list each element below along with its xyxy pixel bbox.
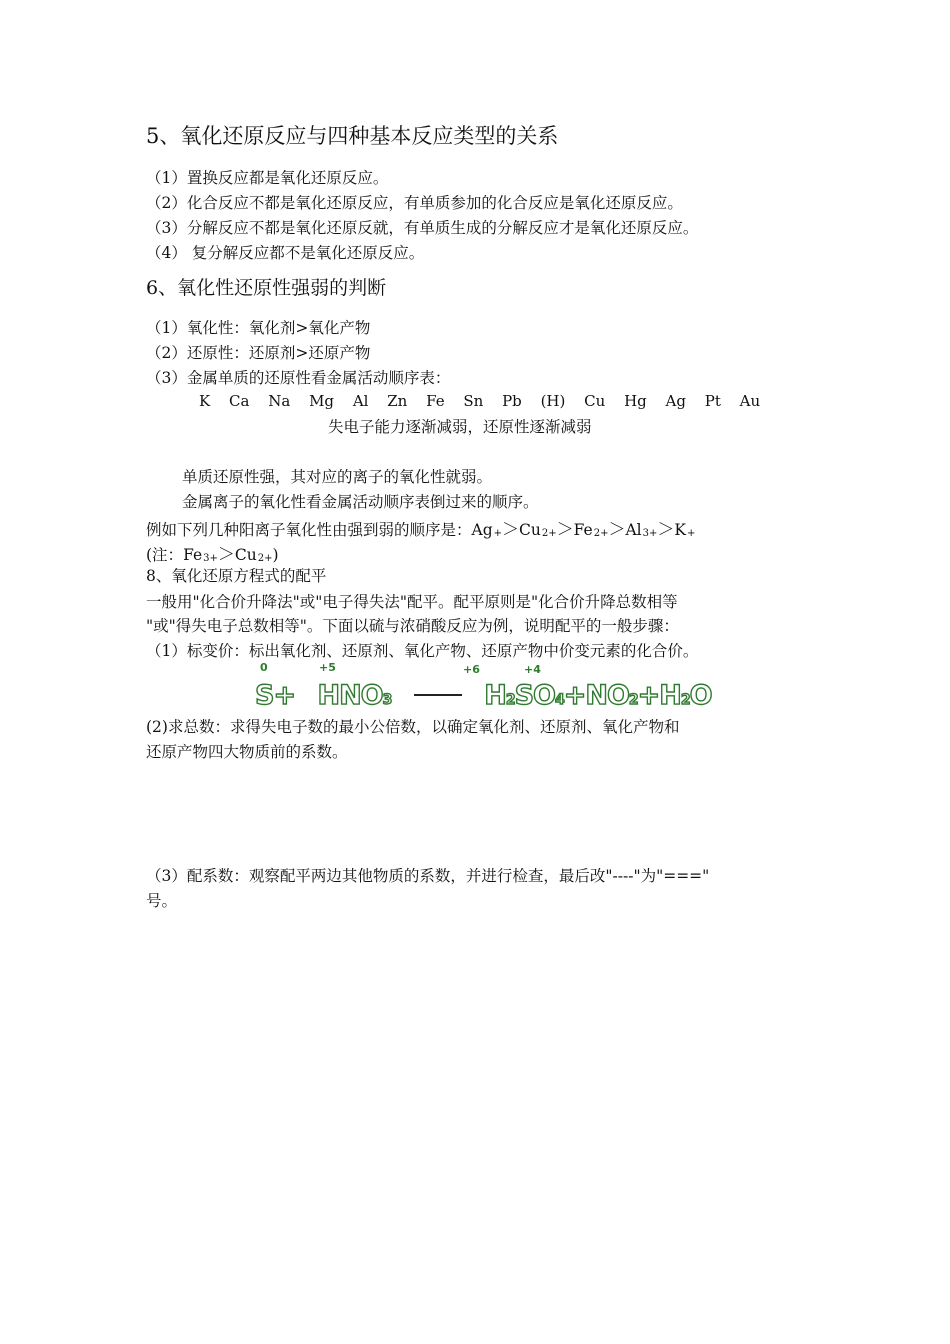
- ion-fe: $Fe^{2+}$: [573, 521, 609, 539]
- greater-than: ＞: [217, 545, 235, 565]
- metal-symbol: Na: [268, 392, 291, 410]
- section5-item-2: （2）化合反应不都是氧化还原反应，有单质参加的化合反应是氧化还原反应。: [146, 194, 683, 212]
- section8-title: 8、氧化还原方程式的配平: [146, 567, 327, 585]
- metal-symbol: Pt: [704, 392, 721, 410]
- greater-than: ＞: [608, 520, 626, 540]
- metal-symbol: Hg: [624, 392, 647, 410]
- metal-symbol: Ca: [229, 392, 250, 410]
- section6-item-1: （1）氧化性：氧化剂>氧化产物: [146, 319, 371, 337]
- section5-item-1: （1）置换反应都是氧化还原反应。: [146, 169, 389, 187]
- valence-n-product: +4: [524, 663, 541, 676]
- metal-symbol: Al: [352, 392, 369, 410]
- ion-order-note: (注：$Fe^{3+}>Cu^{2+}$): [146, 545, 279, 565]
- section8-intro-line2: "或"得失电子总数相等"。下面以硫与浓硝酸反应为例，说明配平的一般步骤：: [146, 617, 679, 635]
- section6-title: 6、氧化性还原性强弱的判断: [146, 277, 387, 299]
- greater-than: ＞: [657, 520, 675, 540]
- metal-symbol: Zn: [387, 392, 408, 410]
- ion-order-example: [146, 515, 695, 540]
- example-prefix: 例如下列几种阳离子氧化性由强到弱的顺序是：: [146, 521, 472, 539]
- ion-k: K+: [674, 521, 696, 539]
- chemical-equation: [255, 660, 712, 716]
- metal-symbol: Sn: [463, 392, 484, 410]
- section8-step2-line1: (2)求总数：求得失电子数的最小公倍数，以确定氧化剂、还原剂、氧化产物和: [146, 718, 680, 736]
- ion-cu: $Cu^{2+}$: [519, 521, 557, 539]
- metal-symbol: Fe: [426, 392, 445, 410]
- section6-item-3: （3）金属单质的还原性看金属活动顺序表：: [146, 369, 451, 387]
- metal-symbol: K: [199, 392, 211, 410]
- ion-cu2: $Cu^{2+}$: [234, 546, 273, 564]
- ion-fe3: $Fe^{3+}$: [183, 546, 218, 564]
- product-water: +H2O: [637, 680, 712, 711]
- section8-step3-line1: （3）配系数：观察配平两边其他物质的系数，并进行检查，最后改"----"为"===": [146, 867, 710, 885]
- product-sulfuric-acid: H2SO4: [484, 680, 564, 711]
- metal-symbol: Ag: [665, 392, 686, 410]
- metal-symbol: Cu: [584, 392, 606, 410]
- metal-symbol: Mg: [309, 392, 335, 410]
- section5-item-4: （4） 复分解反应都不是氧化还原反应。: [146, 244, 425, 262]
- section5-title: 5、氧化还原反应与四种基本反应类型的关系: [146, 124, 559, 148]
- greater-than: ＞: [502, 520, 520, 540]
- section8-step1: （1）标变价：标出氧化剂、还原剂、氧化产物、还原产物中价变元素的化合价。: [146, 642, 699, 660]
- paragraph-reducibility: 单质还原性强，其对应的离子的氧化性就弱。: [182, 468, 493, 486]
- valence-n: +5: [319, 661, 336, 674]
- metal-activity-series: [199, 392, 774, 410]
- metal-symbol: (H): [540, 392, 566, 410]
- reactant-sulfur: S+: [255, 680, 296, 711]
- valence-s: 0: [260, 661, 268, 674]
- ion-ag: Ag+: [471, 521, 503, 539]
- section6-item-2: （2）还原性：还原剂>还原产物: [146, 344, 371, 362]
- ion-al: $Al^{3+}$: [625, 521, 658, 539]
- reactant-nitric-acid: HNO3: [317, 680, 392, 711]
- section8-step3-line2: 号。: [146, 892, 178, 910]
- section5-item-3: （3）分解反应不都是氧化还原反就，有单质生成的分解反应才是氧化还原反应。: [146, 219, 699, 237]
- product-nitrogen-dioxide: +NO2: [563, 680, 638, 711]
- metal-series-note: 失电子能力逐渐减弱，还原性逐渐减弱: [328, 418, 592, 436]
- metal-symbol: Pb: [502, 392, 522, 410]
- greater-than: ＞: [556, 520, 574, 540]
- valence-s-product: +6: [463, 663, 480, 676]
- reaction-dash: [414, 694, 462, 696]
- paragraph-ion-oxidizability: 金属离子的氧化性看金属活动顺序表倒过来的顺序。: [182, 493, 539, 511]
- section8-step2-line2: 还原产物四大物质前的系数。: [146, 743, 348, 761]
- metal-symbol: Au: [739, 392, 761, 410]
- section8-intro-line1: 一般用"化合价升降法"或"电子得失法"配平。配平原则是"化合价升降总数相等: [146, 593, 678, 611]
